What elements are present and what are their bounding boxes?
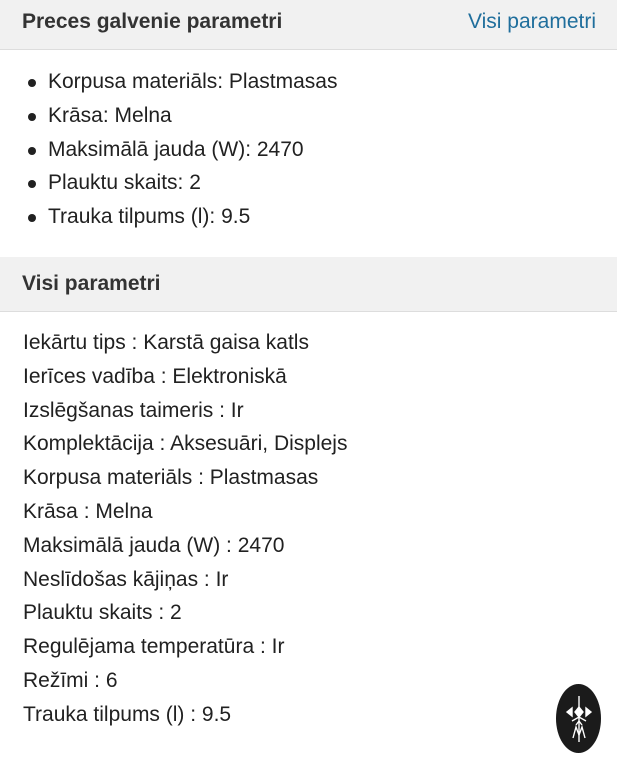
floating-brand-button[interactable] [556,684,601,753]
list-item: Maksimālā jauda (W): 2470 [22,133,617,167]
list-item: Trauka tilpums (l): 9.5 [22,200,617,234]
param-row: Ierīces vadība : Elektroniskā [23,364,287,388]
all-params-list [0,312,617,732]
param-row: Režīmi : 6 [23,668,118,692]
list-item: Korpusa materiāls: Plastmasas [22,65,617,99]
list-item: Krāsa: Melna [22,99,617,133]
brand-emblem-icon [564,693,594,745]
main-params-header [0,0,617,50]
all-params-section [0,257,617,732]
main-params-list [0,50,617,240]
param-row: Iekārtu tips : Karstā gaisa katls [23,330,309,354]
all-params-title: Visi parametri [22,271,161,295]
all-params-header [0,257,617,312]
param-row: Korpusa materiāls : Plastmasas [23,466,319,490]
all-params-link[interactable]: Visi parametri [468,10,596,33]
param-row: Plauktu skaits : 2 [23,601,182,625]
param-row: Trauka tilpums (l) : 9.5 [23,702,232,726]
param-row: Neslīdošas kājiņas : Ir [23,567,229,591]
param-row: Izslēgšanas taimeris : Ir [23,398,244,422]
main-params-title: Preces galvenie parametri [22,10,283,33]
list-item: Plauktu skaits: 2 [22,166,617,200]
param-row: Krāsa : Melna [23,499,153,523]
main-params-section [0,0,617,240]
param-row: Komplektācija : Aksesuāri, Displejs [23,432,348,456]
param-row: Regulējama temperatūra : Ir [23,635,285,659]
param-row: Maksimālā jauda (W) : 2470 [23,533,285,557]
